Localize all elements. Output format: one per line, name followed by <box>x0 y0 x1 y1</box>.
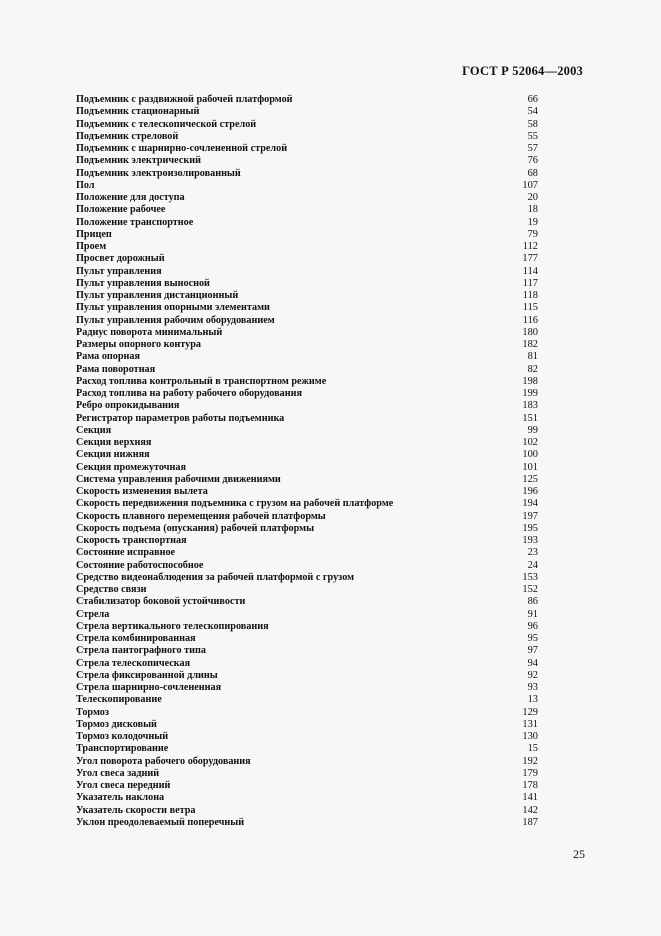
index-number: 115 <box>522 302 538 314</box>
index-term: Размеры опорного контура <box>76 339 202 350</box>
index-term: Секция <box>76 424 112 436</box>
index-number: 99 <box>527 424 538 436</box>
index-term: Пульт управления опорными элементами <box>76 302 270 314</box>
index-entry <box>76 327 538 339</box>
index-term: Пульт управления <box>76 265 162 277</box>
index-term: Транспортирование <box>76 743 169 755</box>
term-index-list <box>76 94 538 829</box>
index-number: 114 <box>522 265 538 277</box>
index-term: Подъемник с телескопической стрелой <box>76 118 257 130</box>
index-entry <box>76 535 538 547</box>
index-entry <box>76 462 538 474</box>
index-entry <box>76 364 538 376</box>
document-header: ГОСТ Р 52064—2003 <box>462 64 583 78</box>
index-entry <box>76 131 538 143</box>
index-entry <box>76 376 538 388</box>
index-number: 92 <box>527 669 538 681</box>
index-term: Подъемник стреловой <box>76 130 179 142</box>
index-number: 91 <box>527 608 538 620</box>
index-entry <box>76 511 538 523</box>
index-entry <box>76 266 538 278</box>
index-number: 179 <box>522 767 538 779</box>
index-number: 94 <box>527 657 538 669</box>
index-entry <box>76 805 538 817</box>
index-entry <box>76 315 538 327</box>
index-term: Секция промежуточная <box>76 461 186 473</box>
index-entry <box>76 670 538 682</box>
index-number: 199 <box>522 388 538 399</box>
index-entry <box>76 278 538 290</box>
index-term: Тормоз <box>76 706 109 718</box>
index-entry <box>76 339 538 351</box>
index-term: Стрела вертикального телескопирования <box>76 620 269 632</box>
index-number: 96 <box>527 620 538 632</box>
index-term: Скорость плавного перемещения рабочей платформы <box>76 510 326 522</box>
index-term: Пульт управления рабочим оборудованием <box>76 314 275 326</box>
index-term: Указатель скорости ветра <box>76 804 196 816</box>
index-term: Средство связи <box>76 584 147 595</box>
index-entry <box>76 229 538 241</box>
index-entry <box>76 645 538 657</box>
index-number: 116 <box>522 314 538 326</box>
index-entry <box>76 449 538 461</box>
index-term: Секция нижняя <box>76 449 150 461</box>
index-entry <box>76 731 538 743</box>
index-term: Положение рабочее <box>76 204 166 216</box>
index-term: Подъемник электрический <box>76 155 201 167</box>
index-term: Положение транспортное <box>76 216 194 228</box>
index-number: 195 <box>522 522 538 534</box>
index-number: 141 <box>522 792 538 804</box>
index-entry <box>76 241 538 253</box>
index-term: Скорость изменения вылета <box>76 486 208 497</box>
index-term: Стрела комбинированная <box>76 633 196 644</box>
index-entry <box>76 351 538 363</box>
index-entry <box>76 119 538 131</box>
index-term: Просвет дорожный <box>76 253 165 265</box>
index-number: 57 <box>527 143 538 154</box>
index-number: 102 <box>522 437 538 448</box>
index-number: 130 <box>522 731 538 742</box>
index-entry <box>76 817 538 829</box>
index-entry <box>76 780 538 792</box>
index-number: 180 <box>522 326 538 338</box>
index-term: Прицеп <box>76 228 112 240</box>
index-number: 20 <box>527 192 538 203</box>
index-term: Расход топлива на работу рабочего оборудования <box>76 388 302 399</box>
index-entry <box>76 400 538 412</box>
index-term: Расход топлива контрольный в транспортном режиме <box>76 375 327 387</box>
index-term: Регистратор параметров работы подъемника <box>76 412 285 424</box>
index-number: 197 <box>522 510 538 522</box>
index-number: 100 <box>522 449 538 461</box>
index-entry <box>76 768 538 780</box>
index-entry <box>76 756 538 768</box>
index-number: 13 <box>527 694 538 706</box>
index-entry <box>76 707 538 719</box>
index-term: Радиус поворота минимальный <box>76 326 223 338</box>
index-entry <box>76 658 538 670</box>
index-number: 55 <box>527 130 538 142</box>
index-entry <box>76 486 538 498</box>
index-entry <box>76 143 538 155</box>
index-term: Скорость транспортная <box>76 535 187 546</box>
index-term: Рама поворотная <box>76 363 156 375</box>
index-number: 23 <box>527 547 538 559</box>
index-term: Пол <box>76 179 95 191</box>
index-term: Проем <box>76 241 107 252</box>
index-number: 187 <box>522 816 538 828</box>
index-number: 125 <box>522 473 538 485</box>
index-entry <box>76 498 538 510</box>
index-term: Стрела шарнирно-сочлененная <box>76 682 222 693</box>
index-term: Подъемник с раздвижной рабочей платформой <box>76 94 293 105</box>
index-term: Стрела пантографного типа <box>76 645 206 657</box>
index-number: 152 <box>522 584 538 595</box>
index-term: Состояние исправное <box>76 547 176 559</box>
index-number: 153 <box>522 571 538 583</box>
index-number: 93 <box>527 682 538 693</box>
index-number: 79 <box>527 228 538 240</box>
index-number: 142 <box>522 804 538 816</box>
index-entry <box>76 621 538 633</box>
index-number: 151 <box>522 412 538 424</box>
index-entry <box>76 192 538 204</box>
index-number: 192 <box>522 755 538 767</box>
index-term: Тормоз колодочный <box>76 731 169 742</box>
index-entry <box>76 474 538 486</box>
index-entry <box>76 792 538 804</box>
index-term: Стрела <box>76 608 110 620</box>
index-number: 118 <box>522 290 538 301</box>
index-number: 112 <box>522 241 538 252</box>
index-number: 129 <box>522 706 538 718</box>
index-entry <box>76 180 538 192</box>
index-number: 86 <box>527 596 538 608</box>
index-number: 76 <box>527 155 538 167</box>
index-entry <box>76 413 538 425</box>
index-number: 97 <box>527 645 538 657</box>
index-term: Стабилизатор боковой устойчивости <box>76 596 246 608</box>
index-number: 183 <box>522 400 538 412</box>
index-entry <box>76 217 538 229</box>
index-entry <box>76 425 538 437</box>
index-term: Положение для доступа <box>76 192 185 203</box>
index-entry <box>76 523 538 535</box>
index-number: 117 <box>522 277 538 289</box>
index-number: 95 <box>527 633 538 644</box>
index-entry <box>76 584 538 596</box>
index-number: 81 <box>527 351 538 363</box>
index-term: Состояние работоспособное <box>76 559 204 571</box>
index-number: 177 <box>522 253 538 265</box>
index-number: 24 <box>527 559 538 571</box>
index-entry <box>76 253 538 265</box>
index-entry <box>76 596 538 608</box>
index-entry <box>76 560 538 572</box>
index-term: Скорость передвижения подъемника с грузом на рабочей платформе <box>76 498 394 510</box>
index-entry <box>76 719 538 731</box>
index-entry <box>76 106 538 118</box>
index-term: Скорость подъема (опускания) рабочей платформы <box>76 522 315 534</box>
index-number: 196 <box>522 486 538 497</box>
index-term: Указатель наклона <box>76 792 165 804</box>
index-term: Пульт управления дистанционный <box>76 290 239 301</box>
index-entry <box>76 204 538 216</box>
index-term: Подъемник с шарнирно-сочлененной стрелой <box>76 143 288 154</box>
index-term: Подъемник стационарный <box>76 106 200 118</box>
index-number: 66 <box>527 94 538 105</box>
index-term: Телескопирование <box>76 694 162 706</box>
index-term: Подъемник электроизолированный <box>76 167 241 179</box>
index-entry <box>76 155 538 167</box>
index-entry <box>76 743 538 755</box>
index-term: Ребро опрокидывания <box>76 400 180 412</box>
index-number: 19 <box>527 216 538 228</box>
index-entry <box>76 572 538 584</box>
index-number: 82 <box>527 363 538 375</box>
index-number: 101 <box>522 461 538 473</box>
index-entry <box>76 547 538 559</box>
index-number: 178 <box>522 780 538 791</box>
index-number: 18 <box>527 204 538 216</box>
index-entry <box>76 94 538 106</box>
index-term: Секция верхняя <box>76 437 152 448</box>
index-term: Тормоз дисковый <box>76 718 157 730</box>
index-number: 193 <box>522 535 538 546</box>
index-entry <box>76 633 538 645</box>
index-entry <box>76 682 538 694</box>
index-entry <box>76 609 538 621</box>
index-number: 194 <box>522 498 538 510</box>
index-number: 182 <box>522 339 538 350</box>
index-entry <box>76 694 538 706</box>
index-number: 107 <box>522 179 538 191</box>
index-number: 131 <box>522 718 538 730</box>
index-term: Уклон преодолеваемый поперечный <box>76 816 245 828</box>
index-number: 15 <box>527 743 538 755</box>
index-term: Пульт управления выносной <box>76 277 210 289</box>
index-term: Средство видеонаблюдения за рабочей платформой с грузом <box>76 571 355 583</box>
page-number: 25 <box>573 847 585 861</box>
index-number: 58 <box>527 118 538 130</box>
index-term: Стрела фиксированной длины <box>76 669 218 681</box>
index-entry <box>76 302 538 314</box>
index-term: Рама опорная <box>76 351 141 363</box>
index-term: Стрела телескопическая <box>76 657 191 669</box>
index-entry <box>76 388 538 400</box>
index-term: Система управления рабочими движениями <box>76 473 281 485</box>
index-number: 198 <box>522 375 538 387</box>
index-number: 68 <box>527 167 538 179</box>
index-entry <box>76 437 538 449</box>
index-term: Угол свеса задний <box>76 767 160 779</box>
index-term: Угол свеса передний <box>76 780 171 791</box>
index-entry <box>76 168 538 180</box>
index-number: 54 <box>527 106 538 118</box>
index-term: Угол поворота рабочего оборудования <box>76 755 251 767</box>
index-entry <box>76 290 538 302</box>
